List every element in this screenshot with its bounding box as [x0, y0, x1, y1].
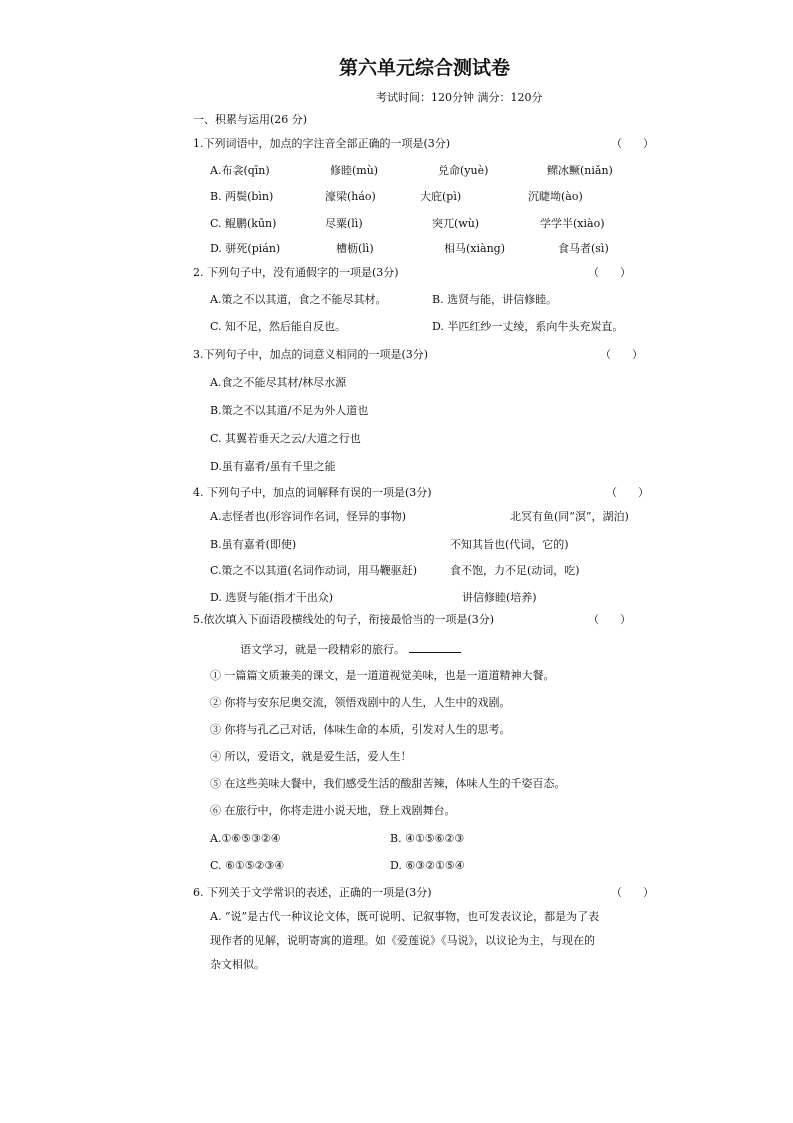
- q5-item-6: ⑥ 在旅行中，你将走进小说天地，登上戏剧舞台。: [210, 804, 456, 817]
- q1-option-b-1: B. 两鬓(bìn): [210, 190, 274, 203]
- q3-option-c: C. 其翼若垂天之云/大道之行也: [210, 432, 361, 445]
- q3-option-d: D.虽有嘉肴/虽有千里之能: [210, 460, 336, 473]
- q1-option-d-2: 槽枥(lì): [336, 242, 374, 255]
- q4-option-a-2: 北冥有鱼(同“溟”，湖泊): [510, 510, 629, 523]
- q1-option-d-4: 食马者(sì): [558, 242, 609, 255]
- q6-option-a-line-3: 杂文相似。: [210, 958, 265, 971]
- q4-option-d-2: 讲信修睦(培养): [462, 591, 537, 604]
- q5-lead: [240, 642, 461, 657]
- q2-answer-paren: （ ）: [588, 266, 631, 279]
- q1-option-c-3: 突兀(wù): [432, 217, 480, 230]
- q2-stem: 2. 下列句子中，没有通假字的一项是(3分): [193, 266, 399, 279]
- q1-option-c-1: C. 鲲鹏(kūn): [210, 217, 277, 230]
- q2-option-a: A.策之不以其道，食之不能尽其材。: [210, 293, 387, 306]
- q2-option-b: B. 选贤与能，讲信修睦。: [432, 293, 558, 306]
- q1-option-b-4: 沉睫坳(ào): [528, 190, 583, 203]
- q3-stem: 3.下列句子中，加点的词意义相同的一项是(3分): [193, 348, 429, 361]
- q4-stem: 4. 下列句子中，加点的词解释有误的一项是(3分): [193, 486, 432, 499]
- q5-stem: 5.依次填入下面语段横线处的句子，衔接最恰当的一项是(3分): [193, 613, 495, 626]
- q1-option-a-2: 修睦(mù): [330, 164, 379, 177]
- q1-option-c-4: 学学半(xiào): [540, 217, 605, 230]
- q5-option-d: D. ⑥③②①⑤④: [390, 859, 465, 872]
- q1-option-c-2: 尽粟(lì): [325, 217, 363, 230]
- q5-option-b: B. ④①⑤⑥②③: [390, 832, 465, 845]
- q3-option-a: A.食之不能尽其材/林尽水源: [210, 376, 347, 389]
- q3-option-b: B.策之不以其道/不足为外人道也: [210, 404, 369, 417]
- exam-info: 考试时间：120分钟 满分：120分: [376, 91, 543, 104]
- q4-option-b-1: B.虽有嘉肴(即使): [210, 538, 297, 551]
- q1-option-a-4: 鳏冰鳜(niǎn): [547, 164, 613, 177]
- q6-option-a-line-2: 现作者的见解，说明寄寓的道理。如《爱莲说》《马说》，以议论为主，与现在的: [210, 934, 595, 947]
- q5-item-3: ③ 你将与孔乙己对话，体味生命的本质，引发对人生的思考。: [210, 723, 511, 736]
- q1-option-b-3: 大庇(pì): [420, 190, 462, 203]
- q1-option-d-3: 相马(xiàng): [444, 242, 505, 255]
- q4-option-b-2: 不知其旨也(代词，它的): [450, 538, 569, 551]
- q1-option-a-3: 兑命(yuè): [438, 164, 489, 177]
- q1-option-b-2: 濠梁(háo): [325, 190, 376, 203]
- q1-stem: 1.下列词语中，加点的字注音全部正确的一项是(3分): [193, 137, 451, 150]
- q5-option-c: C. ⑥①⑤②③④: [210, 859, 285, 872]
- q5-item-2: ② 你将与安东尼奥交流，领悟戏剧中的人生，人生中的戏剧。: [210, 696, 511, 709]
- page-title: 第六单元综合测试卷: [339, 57, 511, 79]
- q4-option-d-1: D. 选贤与能(指才干出众): [210, 591, 334, 604]
- q5-option-a: A.①⑥⑤③②④: [210, 832, 281, 845]
- q1-option-d-1: D. 骈死(pián): [210, 242, 281, 255]
- q4-option-a-1: A.志怪者也(形容词作名词，怪异的事物): [210, 510, 407, 523]
- q4-answer-paren: （ ）: [606, 486, 649, 499]
- q5-item-4: ④ 所以，爱语文，就是爱生活，爱人生！: [210, 750, 412, 763]
- q5-fill-blank: [409, 642, 461, 653]
- q3-answer-paren: （ ）: [600, 348, 643, 361]
- q1-option-a-1: A.布衾(qīn): [210, 164, 270, 177]
- q2-option-c: C. 知不足，然后能自反也。: [210, 320, 347, 333]
- q1-answer-paren: （ ）: [611, 137, 654, 150]
- q4-option-c-1: C.策之不以其道(名词作动词，用马鞭驱赶): [210, 564, 418, 577]
- section-heading: 一、积累与运用(26 分): [193, 113, 308, 126]
- q4-option-c-2: 食不饱，力不足(动词，吃): [450, 564, 580, 577]
- q5-item-5: ⑤ 在这些美味大餐中，我们感受生活的酸甜苦辣，体味人生的千姿百态。: [210, 777, 566, 790]
- q5-item-1: ① 一篇篇文质兼美的课文，是一道道视觉美味，也是一道道精神大餐。: [210, 669, 555, 682]
- q6-stem: 6. 下列关于文学常识的表述，正确的一项是(3分): [193, 886, 432, 899]
- q6-option-a-line-1: A. “说”是古代一种议论文体，既可说明、记叙事物，也可发表议论，都是为了表: [210, 910, 600, 923]
- q5-lead-text: 语文学习，就是一段精彩的旅行。: [240, 643, 405, 656]
- q6-answer-paren: （ ）: [611, 886, 654, 899]
- q5-answer-paren: （ ）: [588, 613, 631, 626]
- q2-option-d: D. 半匹红纱一丈绫，系向牛头充炭直。: [432, 320, 624, 333]
